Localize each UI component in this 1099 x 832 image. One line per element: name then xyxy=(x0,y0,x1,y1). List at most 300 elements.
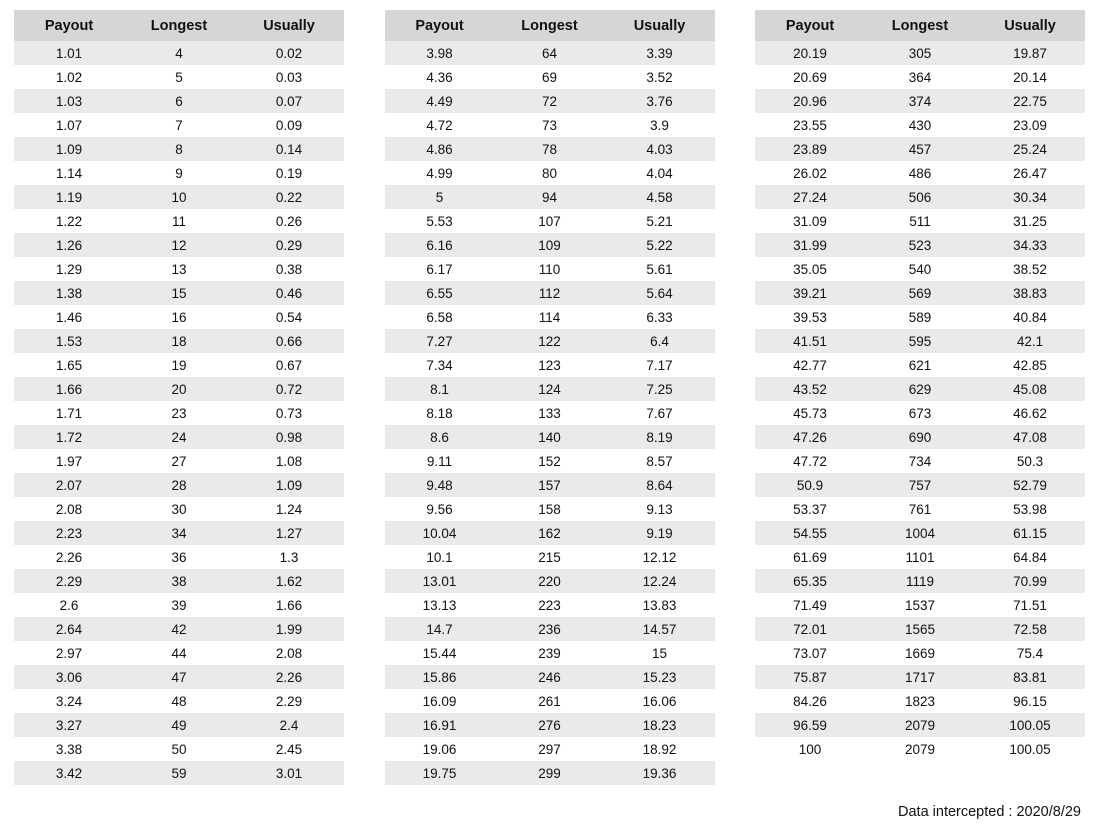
table-cell-payout: 3.06 xyxy=(55,669,83,685)
table-cell-longest: 109 xyxy=(538,237,561,253)
table-cell-longest: 133 xyxy=(538,405,561,421)
table-row xyxy=(755,377,1085,401)
table-row xyxy=(385,233,715,257)
table-cell-usually: 8.64 xyxy=(646,477,673,493)
table-cell-payout: 1.38 xyxy=(55,285,83,301)
table-cell-longest: 5 xyxy=(175,69,183,85)
table-cell-payout: 4.86 xyxy=(426,141,453,157)
table-cell-usually: 4.58 xyxy=(646,189,673,205)
table-cell-longest: 124 xyxy=(538,381,561,397)
table-row xyxy=(385,617,715,641)
table-row xyxy=(14,65,344,89)
table-cell-longest: 107 xyxy=(538,213,561,229)
table-cell-usually: 22.75 xyxy=(1013,93,1047,109)
table-cell-longest: 44 xyxy=(171,645,187,661)
table-cell-usually: 40.84 xyxy=(1013,309,1047,325)
table-body-3 xyxy=(755,41,1085,761)
table-row xyxy=(755,425,1085,449)
table-cell-payout: 27.24 xyxy=(793,189,827,205)
table-cell-longest: 7 xyxy=(175,117,183,133)
table-cell-usually: 72.58 xyxy=(1013,621,1047,637)
table-cell-payout: 31.09 xyxy=(793,213,827,229)
table-row xyxy=(14,713,344,737)
table-cell-payout: 20.69 xyxy=(793,69,827,85)
table-cell-payout: 23.55 xyxy=(793,117,827,133)
table-row xyxy=(14,209,344,233)
table-row xyxy=(385,185,715,209)
table-cell-payout: 39.53 xyxy=(793,309,827,325)
table-row xyxy=(385,665,715,689)
table-cell-usually: 19.36 xyxy=(642,765,677,781)
table-row xyxy=(14,305,344,329)
table-cell-usually: 5.64 xyxy=(646,285,673,301)
table-row xyxy=(385,41,715,65)
table-row xyxy=(755,161,1085,185)
table-cell-longest: 8 xyxy=(175,141,183,157)
table-row xyxy=(755,185,1085,209)
table-cell-usually: 0.09 xyxy=(275,117,303,133)
column-header-longest: Longest xyxy=(495,10,605,41)
table-cell-longest: 72 xyxy=(541,93,558,109)
table-cell-usually: 3.01 xyxy=(275,765,303,781)
table-cell-payout: 1.22 xyxy=(55,213,83,229)
table-row xyxy=(755,521,1085,545)
table-cell-longest: 73 xyxy=(541,117,558,133)
table-cell-usually: 1.09 xyxy=(275,477,303,493)
table-cell-longest: 621 xyxy=(908,357,932,373)
table-row xyxy=(14,593,344,617)
column-header-usually: Usually xyxy=(234,10,344,41)
table-cell-payout: 61.69 xyxy=(793,549,827,565)
table-cell-payout: 1.65 xyxy=(55,357,83,373)
table-cell-payout: 1.03 xyxy=(55,93,83,109)
table-cell-payout: 15.86 xyxy=(422,669,457,685)
table-cell-payout: 2.07 xyxy=(55,477,83,493)
header-row xyxy=(755,10,1085,41)
table-row xyxy=(385,257,715,281)
table-cell-usually: 15.23 xyxy=(642,669,677,685)
table-cell-longest: 112 xyxy=(538,285,561,301)
table-cell-longest: 59 xyxy=(171,765,187,781)
column-header-longest: Longest xyxy=(124,10,234,41)
table-cell-payout: 5.53 xyxy=(426,213,453,229)
table-cell-longest: 9 xyxy=(175,165,183,181)
table-cell-usually: 100.05 xyxy=(1009,741,1051,757)
table-cell-longest: 11 xyxy=(171,213,186,229)
table-row xyxy=(385,569,715,593)
table-row xyxy=(755,329,1085,353)
table-row xyxy=(14,137,344,161)
table-row xyxy=(14,113,344,137)
table-cell-usually: 46.62 xyxy=(1013,405,1047,421)
table-row xyxy=(14,737,344,761)
table-cell-usually: 7.25 xyxy=(646,381,673,397)
table-cell-usually: 38.83 xyxy=(1013,285,1047,301)
table-cell-usually: 3.76 xyxy=(646,93,673,109)
table-cell-payout: 6.58 xyxy=(426,309,453,325)
table-cell-payout: 35.05 xyxy=(793,261,827,277)
table-cell-usually: 3.52 xyxy=(646,69,673,85)
table-row xyxy=(385,593,715,617)
table-cell-payout: 84.26 xyxy=(793,693,827,709)
table-row xyxy=(14,569,344,593)
table-cell-payout: 31.99 xyxy=(793,237,827,253)
table-row xyxy=(755,113,1085,137)
table-cell-usually: 83.81 xyxy=(1013,669,1047,685)
table-cell-payout: 39.21 xyxy=(793,285,827,301)
table-cell-longest: 64 xyxy=(541,45,558,61)
table-cell-usually: 25.24 xyxy=(1013,141,1047,157)
table-cell-usually: 53.98 xyxy=(1013,501,1047,517)
table-cell-usually: 18.92 xyxy=(642,741,677,757)
table-cell-payout: 9.56 xyxy=(426,501,453,517)
table-cell-payout: 15.44 xyxy=(422,645,457,661)
table-cell-longest: 589 xyxy=(908,309,932,325)
table-block-1 xyxy=(14,10,344,785)
table-cell-payout: 19.75 xyxy=(422,765,457,781)
table-cell-usually: 3.9 xyxy=(650,117,669,133)
table-cell-longest: 36 xyxy=(171,549,187,565)
table-cell-longest: 220 xyxy=(538,573,561,589)
table-cell-longest: 1119 xyxy=(905,573,935,589)
column-header-usually: Usually xyxy=(605,10,715,41)
table-cell-payout: 16.91 xyxy=(422,717,457,733)
table-cell-usually: 12.12 xyxy=(642,549,677,565)
table-row xyxy=(385,425,715,449)
table-cell-payout: 75.87 xyxy=(793,669,827,685)
table-cell-usually: 23.09 xyxy=(1013,117,1047,133)
table-cell-longest: 629 xyxy=(908,381,932,397)
table-cell-usually: 7.67 xyxy=(646,405,673,421)
table-cell-longest: 215 xyxy=(538,549,561,565)
table-cell-payout: 1.53 xyxy=(55,333,83,349)
table-cell-longest: 114 xyxy=(538,309,561,325)
payout-table-3 xyxy=(755,10,1085,761)
table-row xyxy=(385,89,715,113)
table-row xyxy=(14,425,344,449)
table-cell-usually: 0.26 xyxy=(275,213,303,229)
table-row xyxy=(14,377,344,401)
table-row xyxy=(14,401,344,425)
table-cell-payout: 1.19 xyxy=(55,189,83,205)
table-cell-payout: 7.27 xyxy=(426,333,453,349)
table-cell-payout: 2.64 xyxy=(55,621,83,637)
table-cell-payout: 1.66 xyxy=(55,381,83,397)
table-cell-payout: 65.35 xyxy=(793,573,827,589)
table-cell-usually: 9.19 xyxy=(646,525,673,541)
table-cell-payout: 8.18 xyxy=(426,405,453,421)
table-cell-longest: 757 xyxy=(908,477,932,493)
table-cell-longest: 246 xyxy=(538,669,561,685)
table-cell-usually: 1.24 xyxy=(275,501,303,517)
table-cell-usually: 96.15 xyxy=(1013,693,1047,709)
table-cell-longest: 1004 xyxy=(904,525,936,541)
table-header-3 xyxy=(755,10,1085,41)
table-cell-payout: 1.14 xyxy=(55,165,83,181)
table-cell-usually: 1.62 xyxy=(275,573,303,589)
column-header-longest: Longest xyxy=(865,10,975,41)
table-cell-payout: 3.27 xyxy=(55,717,83,733)
table-cell-payout: 71.49 xyxy=(793,597,827,613)
table-cell-longest: 673 xyxy=(908,405,932,421)
table-row xyxy=(14,257,344,281)
table-row xyxy=(385,689,715,713)
table-cell-payout: 9.48 xyxy=(426,477,453,493)
table-row xyxy=(14,473,344,497)
table-cell-longest: 162 xyxy=(538,525,561,541)
table-cell-payout: 45.73 xyxy=(793,405,827,421)
table-row xyxy=(755,209,1085,233)
table-row xyxy=(14,665,344,689)
table-row xyxy=(755,641,1085,665)
table-cell-longest: 15 xyxy=(171,285,187,301)
table-cell-longest: 19 xyxy=(171,357,187,373)
table-cell-usually: 0.19 xyxy=(275,165,303,181)
table-cell-usually: 1.27 xyxy=(275,525,303,541)
column-header-payout: Payout xyxy=(755,10,865,41)
table-cell-payout: 20.96 xyxy=(793,93,827,109)
table-cell-usually: 2.4 xyxy=(279,717,299,733)
table-cell-longest: 239 xyxy=(538,645,561,661)
table-cell-payout: 1.01 xyxy=(55,45,83,61)
table-cell-longest: 299 xyxy=(538,765,561,781)
tables-container xyxy=(14,10,1085,785)
table-row xyxy=(385,353,715,377)
table-cell-payout: 3.24 xyxy=(55,693,83,709)
table-cell-longest: 364 xyxy=(908,69,932,85)
table-cell-payout: 2.29 xyxy=(55,573,83,589)
table-cell-payout: 1.26 xyxy=(55,237,83,253)
table-cell-usually: 0.54 xyxy=(275,309,303,325)
table-cell-payout: 8.6 xyxy=(430,429,449,445)
table-cell-usually: 9.13 xyxy=(646,501,673,517)
table-cell-longest: 13 xyxy=(171,261,187,277)
table-row xyxy=(755,473,1085,497)
table-cell-payout: 3.38 xyxy=(55,741,83,757)
table-cell-usually: 0.38 xyxy=(275,261,303,277)
table-cell-usually: 1.08 xyxy=(275,453,303,469)
table-header-2 xyxy=(385,10,715,41)
table-cell-usually: 1.66 xyxy=(275,597,303,613)
table-cell-usually: 0.66 xyxy=(275,333,303,349)
table-cell-usually: 5.21 xyxy=(646,213,673,229)
table-cell-usually: 0.03 xyxy=(275,69,303,85)
table-cell-longest: 430 xyxy=(908,117,932,133)
table-cell-longest: 69 xyxy=(541,69,558,85)
table-row xyxy=(755,401,1085,425)
table-cell-payout: 4.49 xyxy=(426,93,453,109)
table-row xyxy=(755,65,1085,89)
table-cell-longest: 47 xyxy=(171,669,187,685)
table-row xyxy=(14,641,344,665)
table-cell-usually: 42.85 xyxy=(1013,357,1047,373)
table-cell-longest: 305 xyxy=(908,45,932,61)
table-cell-longest: 1537 xyxy=(904,597,936,613)
table-cell-payout: 2.23 xyxy=(55,525,83,541)
table-cell-usually: 8.57 xyxy=(646,453,673,469)
table-cell-longest: 761 xyxy=(908,501,932,517)
table-cell-longest: 223 xyxy=(538,597,561,613)
table-cell-payout: 5 xyxy=(435,189,444,205)
table-header-1 xyxy=(14,10,344,41)
table-cell-longest: 12 xyxy=(171,237,187,253)
table-cell-longest: 1823 xyxy=(904,693,936,709)
table-cell-usually: 0.14 xyxy=(275,141,303,157)
table-row xyxy=(14,521,344,545)
table-cell-payout: 13.01 xyxy=(422,573,457,589)
table-cell-usually: 26.47 xyxy=(1013,165,1047,181)
table-row xyxy=(385,497,715,521)
table-cell-payout: 3.42 xyxy=(55,765,83,781)
table-cell-payout: 4.36 xyxy=(426,69,453,85)
table-cell-longest: 2079 xyxy=(904,741,936,757)
table-row xyxy=(385,737,715,761)
table-cell-payout: 54.55 xyxy=(793,525,827,541)
table-row xyxy=(755,665,1085,689)
table-cell-usually: 0.07 xyxy=(275,93,303,109)
table-cell-payout: 2.97 xyxy=(55,645,83,661)
table-cell-usually: 0.46 xyxy=(275,285,303,301)
table-cell-usually: 50.3 xyxy=(1016,453,1044,469)
table-cell-payout: 53.37 xyxy=(793,501,827,517)
table-cell-usually: 5.61 xyxy=(646,261,673,277)
table-cell-longest: 27 xyxy=(171,453,187,469)
table-cell-usually: 42.1 xyxy=(1016,333,1044,349)
table-row xyxy=(755,305,1085,329)
table-cell-usually: 16.06 xyxy=(642,693,677,709)
table-cell-usually: 30.34 xyxy=(1013,189,1047,205)
table-cell-usually: 64.84 xyxy=(1013,549,1047,565)
table-cell-longest: 123 xyxy=(538,357,561,373)
table-cell-usually: 0.72 xyxy=(275,381,303,397)
table-cell-payout: 100 xyxy=(798,741,822,757)
header-row xyxy=(385,10,715,41)
table-row xyxy=(385,113,715,137)
table-cell-payout: 1.09 xyxy=(55,141,83,157)
table-row xyxy=(385,401,715,425)
table-cell-longest: 276 xyxy=(538,717,561,733)
table-cell-usually: 20.14 xyxy=(1013,69,1047,85)
table-cell-payout: 6.17 xyxy=(426,261,453,277)
table-cell-usually: 1.3 xyxy=(279,549,299,565)
table-cell-longest: 523 xyxy=(908,237,932,253)
table-cell-payout: 47.72 xyxy=(793,453,827,469)
table-cell-usually: 0.67 xyxy=(275,357,303,373)
table-row xyxy=(755,617,1085,641)
table-cell-longest: 157 xyxy=(538,477,561,493)
table-cell-longest: 457 xyxy=(908,141,932,157)
table-cell-usually: 18.23 xyxy=(642,717,677,733)
table-cell-longest: 1565 xyxy=(904,621,936,637)
table-cell-payout: 96.59 xyxy=(793,717,827,733)
table-cell-payout: 10.1 xyxy=(426,549,453,565)
table-cell-payout: 19.06 xyxy=(422,741,457,757)
table-cell-payout: 3.98 xyxy=(426,45,453,61)
table-cell-payout: 26.02 xyxy=(793,165,827,181)
table-cell-longest: 1669 xyxy=(904,645,936,661)
payout-table-2 xyxy=(385,10,715,785)
table-cell-longest: 39 xyxy=(171,597,187,613)
table-cell-longest: 540 xyxy=(908,261,932,277)
table-row xyxy=(385,641,715,665)
table-row xyxy=(755,569,1085,593)
table-row xyxy=(755,353,1085,377)
table-cell-payout: 1.72 xyxy=(55,429,83,445)
table-cell-payout: 2.08 xyxy=(55,501,83,517)
table-row xyxy=(14,281,344,305)
table-cell-longest: 78 xyxy=(541,141,558,157)
table-cell-payout: 50.9 xyxy=(796,477,824,493)
table-row xyxy=(14,161,344,185)
table-row xyxy=(385,137,715,161)
table-cell-payout: 4.72 xyxy=(426,117,453,133)
table-cell-usually: 6.4 xyxy=(650,333,669,349)
table-cell-payout: 1.71 xyxy=(55,405,83,421)
table-cell-payout: 20.19 xyxy=(793,45,827,61)
table-cell-longest: 80 xyxy=(541,165,558,181)
table-row xyxy=(755,713,1085,737)
table-cell-longest: 4 xyxy=(175,45,183,61)
table-row xyxy=(385,713,715,737)
table-cell-payout: 6.16 xyxy=(426,237,453,253)
table-cell-longest: 10 xyxy=(171,189,187,205)
table-cell-usually: 52.79 xyxy=(1013,477,1047,493)
table-cell-payout: 1.29 xyxy=(55,261,83,277)
table-cell-usually: 15 xyxy=(651,645,668,661)
table-cell-longest: 158 xyxy=(538,501,561,517)
column-header-payout: Payout xyxy=(14,10,124,41)
table-cell-longest: 374 xyxy=(908,93,932,109)
table-cell-payout: 1.97 xyxy=(55,453,83,469)
table-cell-usually: 0.98 xyxy=(275,429,303,445)
table-cell-longest: 1717 xyxy=(904,669,936,685)
table-cell-usually: 34.33 xyxy=(1013,237,1047,253)
table-block-2 xyxy=(385,10,715,785)
table-row xyxy=(14,329,344,353)
table-cell-payout: 1.46 xyxy=(55,309,83,325)
table-row xyxy=(385,545,715,569)
table-cell-longest: 20 xyxy=(171,381,187,397)
table-cell-usually: 13.83 xyxy=(642,597,677,613)
table-row xyxy=(385,473,715,497)
table-cell-usually: 6.33 xyxy=(646,309,673,325)
table-cell-payout: 23.89 xyxy=(793,141,827,157)
table-cell-usually: 12.24 xyxy=(642,573,677,589)
table-cell-usually: 19.87 xyxy=(1013,45,1047,61)
table-cell-longest: 569 xyxy=(908,285,932,301)
table-cell-payout: 2.6 xyxy=(59,597,79,613)
table-cell-usually: 2.45 xyxy=(275,741,303,757)
table-cell-longest: 1101 xyxy=(905,549,935,565)
table-row xyxy=(755,449,1085,473)
table-cell-usually: 0.73 xyxy=(275,405,303,421)
table-cell-usually: 70.99 xyxy=(1013,573,1047,589)
table-cell-usually: 100.05 xyxy=(1009,717,1051,733)
table-row xyxy=(385,761,715,785)
table-row xyxy=(385,281,715,305)
table-row xyxy=(755,257,1085,281)
table-cell-longest: 38 xyxy=(171,573,187,589)
table-row xyxy=(14,497,344,521)
table-row xyxy=(385,521,715,545)
table-cell-payout: 14.7 xyxy=(426,621,453,637)
table-cell-payout: 4.99 xyxy=(426,165,453,181)
table-cell-payout: 1.07 xyxy=(55,117,83,133)
table-row xyxy=(14,761,344,785)
table-cell-usually: 2.29 xyxy=(275,693,303,709)
table-cell-payout: 73.07 xyxy=(793,645,827,661)
table-row xyxy=(385,449,715,473)
